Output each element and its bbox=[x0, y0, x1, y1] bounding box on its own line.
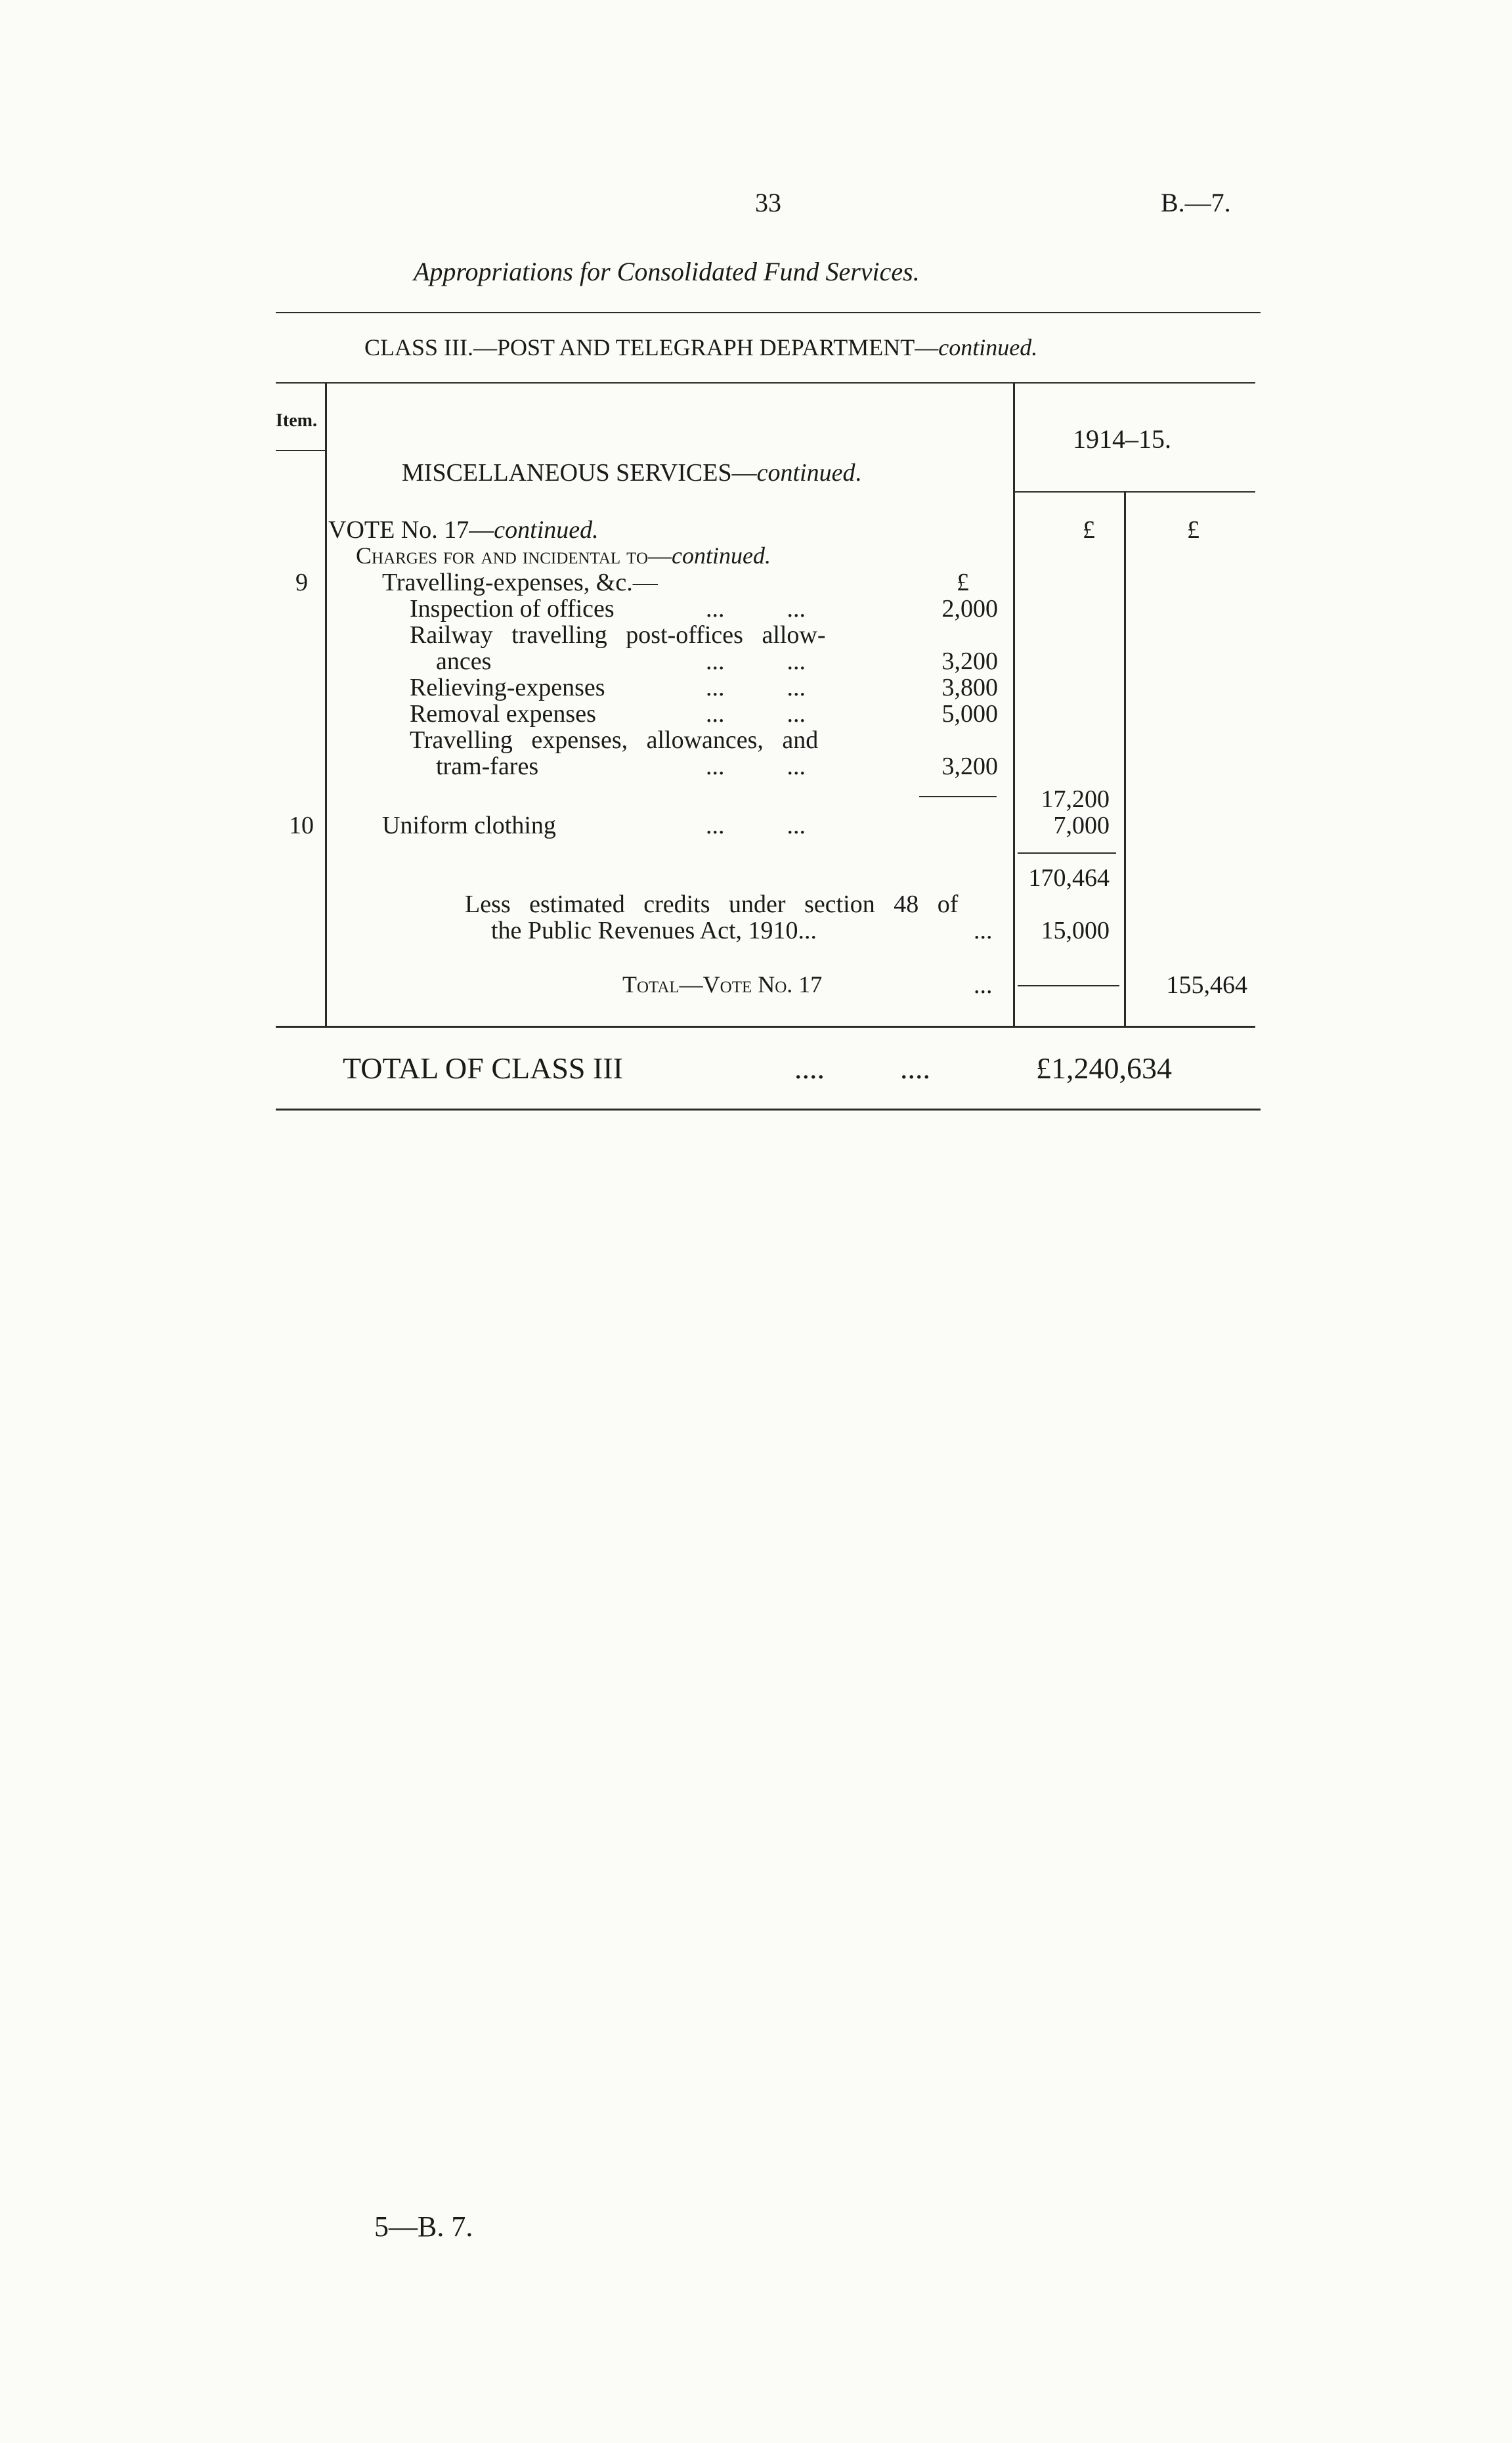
row-amount: 2,000 bbox=[941, 595, 998, 623]
less-credits-line1: Less estimated credits under section 48 of bbox=[465, 891, 959, 918]
table-row-label: Relieving-expenses bbox=[410, 674, 605, 701]
vote-heading bbox=[328, 516, 599, 544]
table-row-label: Inspection of offices bbox=[410, 595, 615, 623]
class-total-rule bbox=[276, 1109, 1261, 1111]
item-column-header: Item. bbox=[276, 410, 317, 431]
leader-dots: ... ... bbox=[706, 700, 806, 728]
table-row-label: ances bbox=[436, 648, 492, 675]
section-heading-main: MISCELLANEOUS SERVICES— bbox=[402, 459, 757, 487]
table-top-rule bbox=[276, 382, 1255, 384]
table-row-label: tram-fares bbox=[436, 753, 539, 780]
row-amount: 3,200 bbox=[941, 753, 998, 780]
class-heading-continued: continued. bbox=[938, 334, 1038, 361]
title-rule bbox=[276, 312, 1261, 313]
page-number: 33 bbox=[755, 188, 781, 217]
leader-dots: ... ... bbox=[706, 812, 806, 839]
gross-rule bbox=[1018, 852, 1116, 854]
less-credits-amount: 15,000 bbox=[1041, 917, 1110, 944]
row-amount: 5,000 bbox=[941, 700, 998, 728]
subtotal-amount: 17,200 bbox=[1041, 785, 1110, 813]
vote-heading-continued: continued. bbox=[494, 516, 599, 544]
inner-currency-symbol: £ bbox=[957, 569, 969, 596]
subtotal-rule bbox=[919, 796, 997, 797]
class-heading-main: CLASS III.—POST AND TELEGRAPH DEPARTMENT— bbox=[364, 334, 939, 361]
item-number: 10 bbox=[289, 812, 314, 839]
table-bottom-rule bbox=[276, 1026, 1255, 1028]
year-header-rule bbox=[1013, 491, 1255, 493]
section-heading bbox=[402, 458, 861, 487]
table-row-label: Travelling expenses, allowances, and bbox=[410, 726, 819, 754]
year-subcolumn-divider bbox=[1124, 493, 1126, 1026]
vote-heading-main: VOTE No. 17— bbox=[328, 516, 494, 544]
row-amount: 3,800 bbox=[941, 674, 998, 701]
currency-symbol-col2: £ bbox=[1187, 516, 1199, 544]
charges-heading-continued: continued. bbox=[672, 542, 771, 569]
section-heading-period: . bbox=[855, 459, 861, 487]
table-row-label: Railway travelling post-offices allow- bbox=[410, 621, 826, 649]
page-title: Appropriations for Consolidated Fund Services. bbox=[414, 257, 920, 286]
printer-signature: 5—B. 7. bbox=[374, 2211, 473, 2243]
leader-dots: .... .... bbox=[794, 1051, 930, 1085]
less-credits-line2: the Public Revenues Act, 1910... bbox=[491, 917, 817, 944]
currency-symbol-col1: £ bbox=[1083, 516, 1095, 544]
class-total-label: TOTAL OF CLASS III bbox=[343, 1051, 623, 1085]
total-vote-amount: 155,464 bbox=[1166, 971, 1247, 999]
leader-dots: ... ... bbox=[706, 648, 806, 675]
total-rule bbox=[1018, 985, 1119, 986]
charges-heading bbox=[356, 542, 771, 569]
leader-dots: ... ... bbox=[706, 753, 806, 780]
class-heading bbox=[364, 334, 1037, 361]
leader-dots: ... ... bbox=[706, 674, 806, 701]
item-header-rule bbox=[276, 450, 325, 451]
table-row-label: Removal expenses bbox=[410, 700, 596, 728]
item-column-divider bbox=[325, 382, 327, 1026]
charges-heading-main: Charges for and incidental to— bbox=[356, 542, 672, 569]
section-heading-continued: continued bbox=[756, 459, 855, 487]
uniform-clothing-label: Uniform clothing bbox=[382, 812, 556, 839]
gross-amount: 170,464 bbox=[1028, 864, 1110, 892]
class-total-amount: £1,240,634 bbox=[1036, 1051, 1172, 1085]
item-number: 9 bbox=[295, 569, 308, 596]
leader-dots: ... ... bbox=[706, 595, 806, 623]
total-vote-label: Total—Vote No. 17 bbox=[622, 971, 823, 998]
leader-dots: ... bbox=[974, 971, 993, 999]
leader-dots: ... bbox=[974, 917, 993, 944]
row-amount: 3,200 bbox=[941, 648, 998, 675]
document-reference: B.—7. bbox=[1161, 188, 1231, 217]
uniform-amount: 7,000 bbox=[1053, 812, 1110, 839]
year-column-header: 1914–15. bbox=[1073, 424, 1171, 454]
amount-column-divider bbox=[1013, 382, 1015, 1026]
table-row-label: Travelling-expenses, &c.— bbox=[382, 569, 658, 596]
